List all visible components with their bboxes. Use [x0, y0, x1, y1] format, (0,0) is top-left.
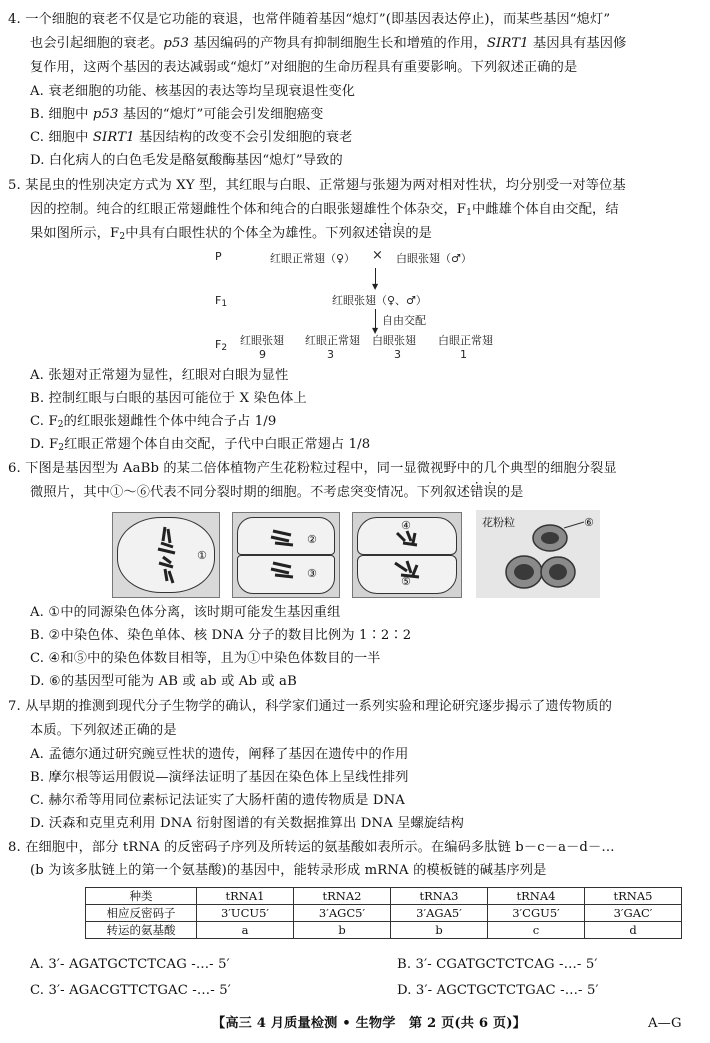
pollen-grains: [476, 510, 600, 598]
q5-stem-line1: 5. 某昆虫的性别决定方式为 XY 型，其红眼与白眼、正常翅与张翅为两对相对性状，均分别受一对等位基: [8, 178, 626, 193]
q7-stem-line2: 本质。下列叙述正确的是: [30, 723, 177, 738]
q5-option-a[interactable]: A. 张翅对正常翅为显性，红眼对白眼为显性: [30, 368, 289, 383]
cross-diagram: [210, 244, 510, 359]
cell-label-4: ④: [401, 519, 411, 532]
q5-stem-line2: 因的控制。纯合的红眼正常翅雌性个体和纯合的白眼张翅雄性个体杂交，$F_1$中雌雄个体自由交配，结: [30, 202, 619, 218]
q6-option-a[interactable]: A. ①中的同源染色体分离，该时期可能发生基因重组: [30, 605, 341, 620]
table-cell: c: [488, 922, 585, 939]
q7-option-b[interactable]: B. 摩尔根等运用假说—演绎法证明了基因在染色体上呈线性排列: [30, 770, 409, 785]
parent-male: 白眼张翅（♂）: [396, 252, 472, 265]
cell-label-5: ⑤: [401, 575, 411, 588]
q6-option-c[interactable]: C. ④和⑤中的染色体数目相等，且为①中染色体数目的一半: [30, 651, 381, 666]
table-header-cell: tRNA2: [294, 888, 391, 905]
f2-ratio-1: 9: [259, 348, 266, 361]
self-cross-arrow-head: ▼: [372, 326, 379, 335]
q8-option-b[interactable]: B. 3′- CGATGCTCTCAG -…- 5′: [397, 957, 598, 972]
cell-2-chromosomes: [267, 527, 297, 587]
table-row: [86, 905, 682, 922]
q4-option-c[interactable]: C. 细胞中 SIRT1 基因结构的改变不会引发细胞的衰老: [30, 130, 353, 145]
q4-option-a[interactable]: A. 衰老细胞的功能、核基因的表达等均呈现衰退性变化: [30, 84, 356, 99]
q5-option-d[interactable]: D. $F_2$红眼正常翅个体自由交配，子代中白眼正常翅占 1/8: [30, 437, 371, 453]
table-header-cell: 种类: [86, 888, 197, 905]
table-cell: 相应反密码子: [86, 905, 197, 922]
q4-stem-line3: 复作用，这两个基因的表达减弱或“熄灯”对细胞的生命历程具有重要影响。下列叙述正确的是: [30, 60, 578, 75]
table-cell: 3′UCU5′: [197, 905, 294, 922]
table-row: [86, 888, 682, 905]
micrograph-2: [232, 512, 340, 598]
table-cell: b: [294, 922, 391, 939]
pollen-label: 花粉粒: [482, 516, 515, 529]
generation-f2: $F_2$: [215, 338, 228, 353]
q4-option-b[interactable]: B. 细胞中 p53 基因的“熄灯”可能会引发细胞癌变: [30, 107, 324, 122]
micrograph-3: [352, 512, 462, 598]
table-cell: 3′CGU5′: [488, 905, 585, 922]
q4-option-d[interactable]: D. 白化病人的白色毛发是酪氨酸酶基因“熄灯”导致的: [30, 153, 343, 168]
generation-p: P: [215, 250, 222, 263]
table-header-cell: tRNA1: [197, 888, 294, 905]
q8-option-c[interactable]: C. 3′- AGACGTTCTGAC -…- 5′: [30, 983, 231, 998]
q4-stem-line2: 也会引起细胞的衰老。p53 基因编码的产物具有抑制细胞生长和增殖的作用，SIRT1 基因具有基因修: [30, 36, 627, 51]
f2-pheno-2: 红眼正常翅: [305, 334, 360, 347]
q7-option-c[interactable]: C. 赫尔希等用同位素标记法证实了大肠杆菌的遗传物质是 DNA: [30, 793, 405, 808]
table-cell: d: [585, 922, 682, 939]
f1-phenotype: 红眼张翅（♀、♂）: [332, 294, 427, 307]
self-cross-label: 自由交配: [382, 314, 426, 327]
generation-f1: $F_1$: [215, 294, 228, 309]
table-header-cell: tRNA4: [488, 888, 585, 905]
cell-label-3: ③: [307, 567, 317, 580]
cell-label-6: ⑥: [584, 516, 594, 529]
q8-option-a[interactable]: A. 3′- AGATGCTCTCAG -…- 5′: [30, 957, 230, 972]
cell-label-1: ①: [197, 549, 207, 562]
table-cell: 3′AGC5′: [294, 905, 391, 922]
q6-option-d[interactable]: D. ⑥的基因型可能为 AB 或 ab 或 Ab 或 aB: [30, 674, 297, 689]
table-header-cell: tRNA3: [391, 888, 488, 905]
table-cell: 转运的氨基酸: [86, 922, 197, 939]
q5-stem-line3: 果如图所示，$F_2$中具有白眼性状的个体全为雄性。下列叙述错误的是: [30, 226, 433, 242]
table-cell: 3′GAC′: [585, 905, 682, 922]
f2-pheno-3: 白眼张翅: [372, 334, 416, 347]
trna-table: [85, 887, 682, 939]
f2-pheno-1: 红眼张翅: [240, 334, 284, 347]
q4-stem-line1: 4. 一个细胞的衰老不仅是它功能的衰退，也常伴随着基因“熄灯”(即基因表达停止)，而某些基因“熄灯”: [8, 12, 611, 27]
q7-stem-line1: 7. 从早期的推测到现代分子生物学的确认，科学家们通过一系列实验和理论研究逐步揭示了遗传物质的: [8, 699, 613, 714]
paper-version: A—G: [648, 1016, 682, 1031]
table-cell: b: [391, 922, 488, 939]
micrograph-4: [476, 510, 600, 598]
micrograph-1: [112, 512, 220, 598]
q6-stem-line2: 微照片，其中①～⑥代表不同分裂时期的细胞。不考虑突变情况。下列叙述错误的是: [30, 485, 524, 500]
q8-stem-line1: 8. 在细胞中，部分 tRNA 的反密码子序列及所转运的氨基酸如表所示。在编码多肽链 b－c－a－d－…: [8, 840, 615, 855]
parent-female: 红眼正常翅（♀）: [270, 252, 356, 265]
f2-ratio-2: 3: [327, 348, 334, 361]
cell-label-2: ②: [307, 533, 317, 546]
q6-option-b[interactable]: B. ②中染色体、染色单体、核 DNA 分子的数目比例为 1∶2∶2: [30, 628, 412, 643]
q5-option-b[interactable]: B. 控制红眼与白眼的基因可能位于 X 染色体上: [30, 391, 307, 406]
page-footer: 【高三 4 月质量检测 • 生物学 第 2 页(共 6 页)】: [212, 1016, 527, 1031]
table-cell: 3′AGA5′: [391, 905, 488, 922]
q7-option-d[interactable]: D. 沃森和克里克利用 DNA 衍射图谱的有关数据推算出 DNA 呈螺旋结构: [30, 816, 464, 831]
q5-option-c[interactable]: C. $F_2$的红眼张翅雌性个体中纯合子占 1/9: [30, 414, 277, 430]
cross-symbol: ×: [372, 248, 383, 263]
q6-stem-line1: 6. 下图是基因型为 AaBb 的某二倍体植物产生花粉粒过程中，同一显微视野中的几个典型的细胞分裂显: [8, 461, 617, 476]
q8-stem-line2: (b 为该多肽链上的第一个氨基酸)的基因中，能转录形成 mRNA 的模板链的碱基序列是: [30, 863, 547, 878]
q8-option-d[interactable]: D. 3′- AGCTGCTCTGAC -…- 5′: [397, 983, 599, 998]
q7-option-a[interactable]: A. 孟德尔通过研究豌豆性状的遗传，阐释了基因在遗传中的作用: [30, 747, 409, 762]
table-row: [86, 922, 682, 939]
table-header-cell: tRNA5: [585, 888, 682, 905]
f2-ratio-3: 3: [394, 348, 401, 361]
f2-pheno-4: 白眼正常翅: [438, 334, 493, 347]
cross-arrow-head: ▼: [372, 282, 379, 291]
table-cell: a: [197, 922, 294, 939]
cell-1-chromosomes: [143, 523, 188, 587]
f2-ratio-4: 1: [460, 348, 467, 361]
